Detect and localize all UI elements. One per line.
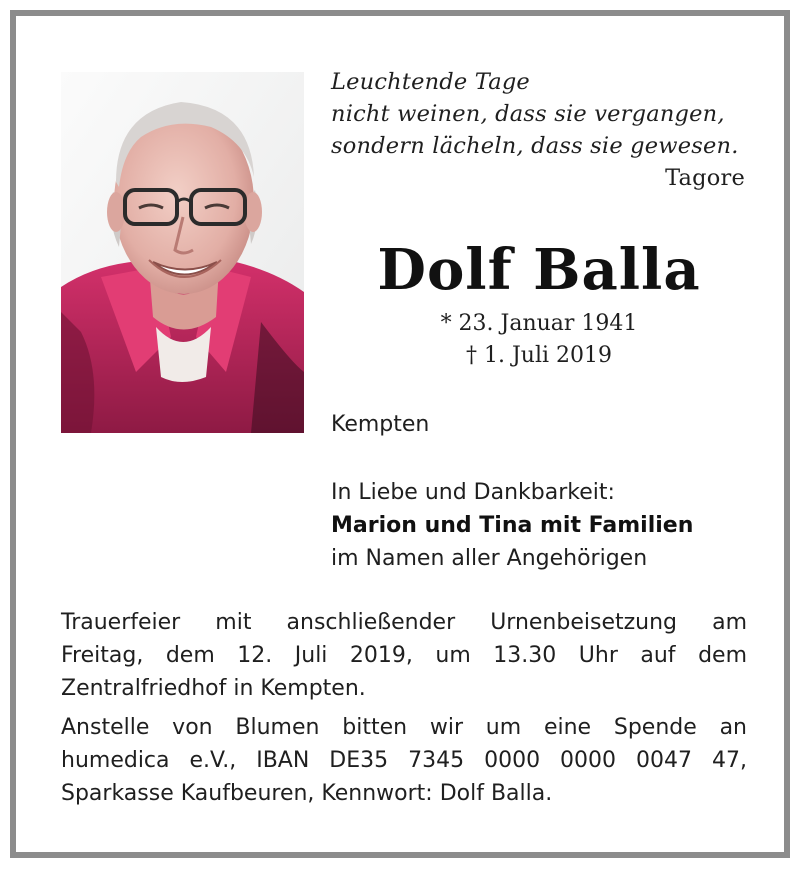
mourners-names: Marion und Tina mit Familien [331,513,694,538]
mourners-block [331,476,693,575]
poem-author: Tagore [665,165,745,191]
funeral-line: Freitag, dem 12. Juli 2019, um 13.30 Uhr auf dem [61,643,747,668]
donation-line: Sparkasse Kaufbeuren, Kennwort: Dolf Balla. [61,781,553,806]
mourners-closing: im Namen aller Angehörigen [331,546,648,571]
funeral-line: Trauerfeier mit anschließender Urnenbeisetzung am [61,610,747,635]
donation-line: humedica e.V., IBAN DE35 7345 0000 0000 0047 47, [61,748,747,773]
poem-line: Leuchtende Tage [331,69,530,95]
life-dates [330,308,748,372]
mourners-intro: In Liebe und Dankbarkeit: [331,480,615,505]
death-date: † 1. Juli 2019 [465,343,613,368]
funeral-line: Zentralfriedhof in Kempten. [61,676,366,701]
deceased-name: Dolf Balla [377,237,701,303]
birth-date: * 23. Januar 1941 [440,311,638,336]
portrait-photo [61,72,304,433]
poem-quote [331,66,751,194]
donation-line: Anstelle von Blumen bitten wir um eine Spende an [61,715,747,740]
funeral-info [61,606,747,705]
poem-line: sondern lächeln, dass sie gewesen. [331,133,739,159]
poem-line: nicht weinen, dass sie vergangen, [331,101,725,127]
donation-info [61,711,747,810]
place-of-residence: Kempten [331,412,430,437]
